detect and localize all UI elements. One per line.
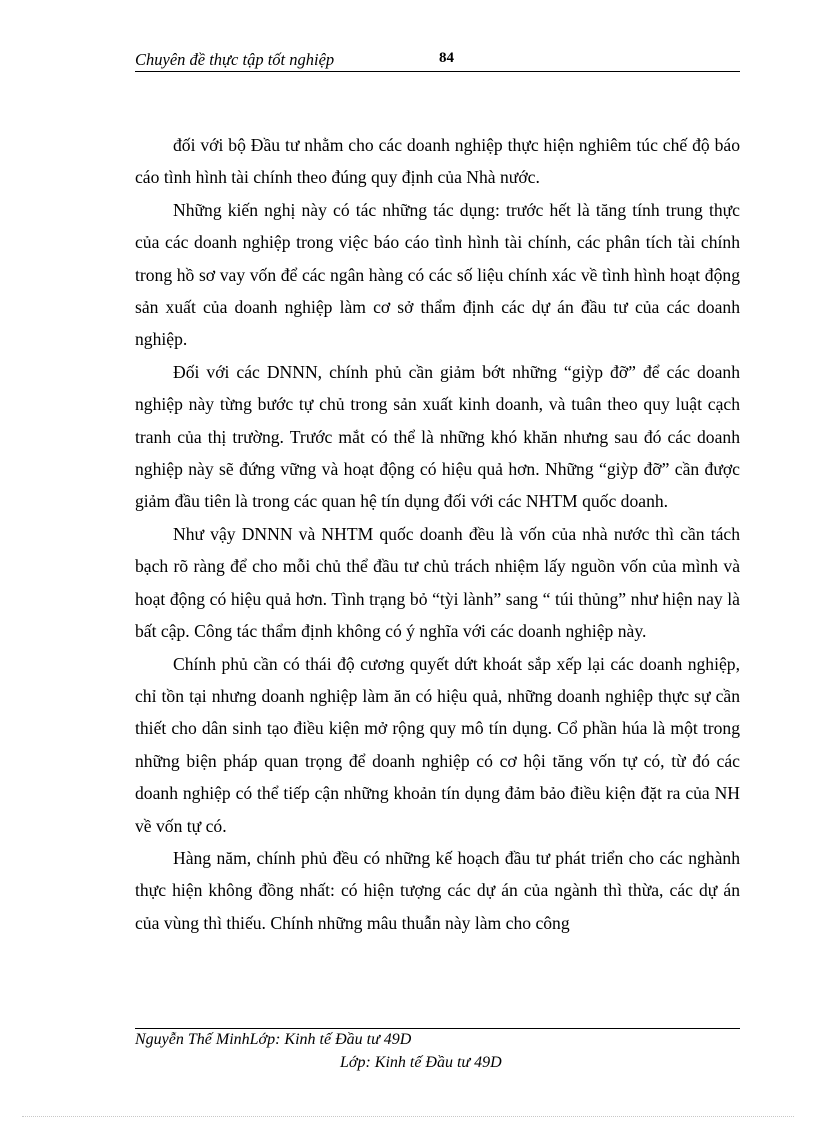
page-bottom-border [22,1116,794,1117]
body-text [135,129,740,939]
page-header [135,48,740,70]
footer-class: Lớp: Kinh tế Đầu tư 49D [340,1054,502,1071]
header-title: Chuyên đề thực tập tốt nghiệp [135,50,335,69]
paragraph-5: Chính phủ cần có thái độ cương quyết dứt khoát sắp xếp lại các doanh nghiệp, chỉ tồn tại nhưng doanh nghiệp làm ăn có hiệu quả, những doanh nghiệp thực sự cần thiết cho dân sinh tạo điều kiện mở rộng quy mô tín dụng. Cổ phần húa là một trong những biện pháp quan trọng để doanh nghiệp có cơ hội tăng vốn tự có, từ đó các doanh nghiệp có thể tiếp cận những khoản tín dụng đảm bảo điều kiện đặt ra của NH về vốn tự có. [135,653,740,836]
page-number: 84 [439,50,454,66]
paragraph-1: đối với bộ Đầu tư nhằm cho các doanh nghiệp thực hiện nghiêm túc chế độ báo cáo tình hình tài chính theo đúng quy định của Nhà nước. [135,135,740,188]
header-divider [135,71,740,72]
paragraph-3: Đối với các DNNN, chính phủ cần giảm bớt những “giỳp đỡ” để các doanh nghiệp này từng bước tự chủ trong sản xuất kinh doanh, và tuân theo quy luật cạch tranh của thị trường. Trước mắt có thể là những khó khăn nhưng sau đó các doanh nghiệp này sẽ đứng vững và hoạt động có hiệu quả hơn. Những “giỳp đỡ” cần được giảm đầu tiên là trong các quan hệ tín dụng đối với các NHTM quốc doanh. [135,361,740,512]
paragraph-2: Những kiến nghị này có tác những tác dụng: trước hết là tăng tính trung thực của các doanh nghiệp trong việc báo cáo tình hình tài chính, các phân tích tài chính trong hồ sơ vay vốn để các ngân hàng có các số liệu chính xác về tình hình hoạt động sản xuất của doanh nghiệp làm cơ sở thẩm định các dự án đầu tư của các doanh nghiệp. [135,199,740,350]
footer-author-class: Nguyễn Thế MinhLớp: Kinh tế Đầu tư 49D [135,1031,412,1048]
paragraph-6: Hàng năm, chính phủ đều có những kế hoạch đầu tư phát triển cho các nghành thực hiện không đồng nhất: có hiện tượng các dự án của ngành thì thừa, các dự án của vùng thì thiếu. Chính những mâu thuẫn này làm cho công [135,847,740,933]
footer-divider [135,1028,740,1029]
paragraph-4: Như vậy DNNN và NHTM quốc doanh đều là vốn của nhà nước thì cần tách bạch rõ ràng để cho mỗi chủ thể đầu tư chủ trách nhiệm lấy nguồn vốn của mình và hoạt động có hiệu quả hơn. Tình trạng bỏ “tỳi lành” sang “ túi thủng” như hiện nay là bất cập. Công tác thẩm định không có ý nghĩa với các doanh nghiệp này. [135,523,740,642]
